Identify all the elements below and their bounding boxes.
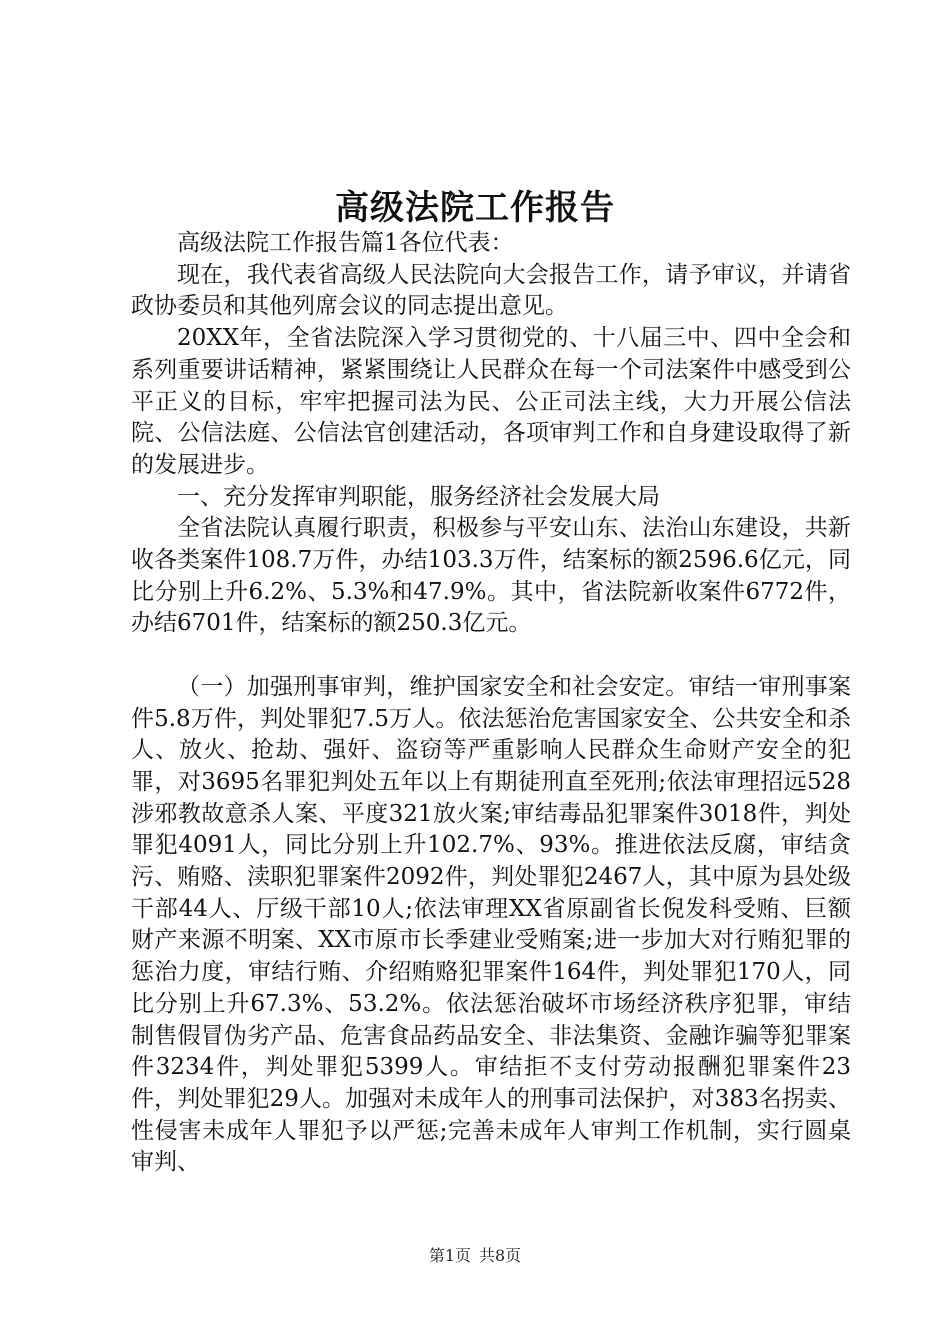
page-number: 第1页	[428, 1246, 471, 1265]
paragraph-opening: 现在，我代表省高级人民法院向大会报告工作，请予审议，并请省政协委员和其他列席会议的同志提出意见。	[131, 261, 851, 320]
document-title: 高级法院工作报告	[335, 188, 615, 228]
paragraph-intro: 高级法院工作报告篇1各位代表：	[177, 230, 514, 256]
document-body	[131, 228, 851, 1179]
paragraph-overview: 20XX年，全省法院深入学习贯彻党的、十八届三中、四中全会和系列重要讲话精神，紧紧围绕让人民群众在每一个司法案件中感受到公平正义的目标，牢牢把握司法为民、公正司法主线，大力开展公信法院、公信法庭、公信法官创建活动，各项审判工作和自身建设取得了新的发展进步。	[131, 325, 851, 478]
page-footer	[0, 1246, 950, 1266]
section-heading: 一、充分发挥审判职能，服务经济社会发展大局	[177, 483, 660, 510]
paragraph-statistics: 全省法院认真履行职责，积极参与平安山东、法治山东建设，共新收各类案件108.7万件，办结103.3万件，结案标的额2596.6亿元，同比分别上升6.2%、5.3%和47.9%。其中，省法院新收案件6772件，办结6701件，结案标的额250.3亿元。	[131, 515, 851, 637]
page-total: 共8页	[479, 1246, 522, 1265]
paragraph-criminal-trials: （一）加强刑事审判，维护国家安全和社会安定。审结一审刑事案件5.8万件，判处罪犯7.5万人。依法惩治危害国家安全、公共安全和杀人、放火、抢劫、强奸、盗窃等严重影响人民群众生命财产安全的犯罪，对3695名罪犯判处五年以上有期徒刑直至死刑;依法审理招远528涉邪教故意杀人案、平度321放火案;审结毒品犯罪案件3018件，判处罪犯4091人，同比分别上升102.7%、93%。推进依法反腐，审结贪污、贿赂、渎职犯罪案件2092件，判处罪犯2467人，其中原为县处级干部44人、厅级干部10人;依法审理XX省原副省长倪发科受贿、巨额财产来源不明案、XX市原市长季建业受贿案;进一步加大对行贿犯罪的惩治力度，审结行贿、介绍贿赂犯罪案件164件，判处罪犯170人，同比分别上升67.3%、53.2%。依法惩治破坏市场经济秩序犯罪，审结制售假冒伪劣产品、危害食品药品安全、非法集资、金融诈骗等犯罪案件3234件，判处罪犯5399人。审结拒不支付劳动报酬犯罪案件23件，判处罪犯29人。加强对未成年人的刑事司法保护，对383名拐卖、性侵害未成年人罪犯予以严惩;完善未成年人审判工作机制，实行圆桌审判、	[131, 673, 851, 1176]
